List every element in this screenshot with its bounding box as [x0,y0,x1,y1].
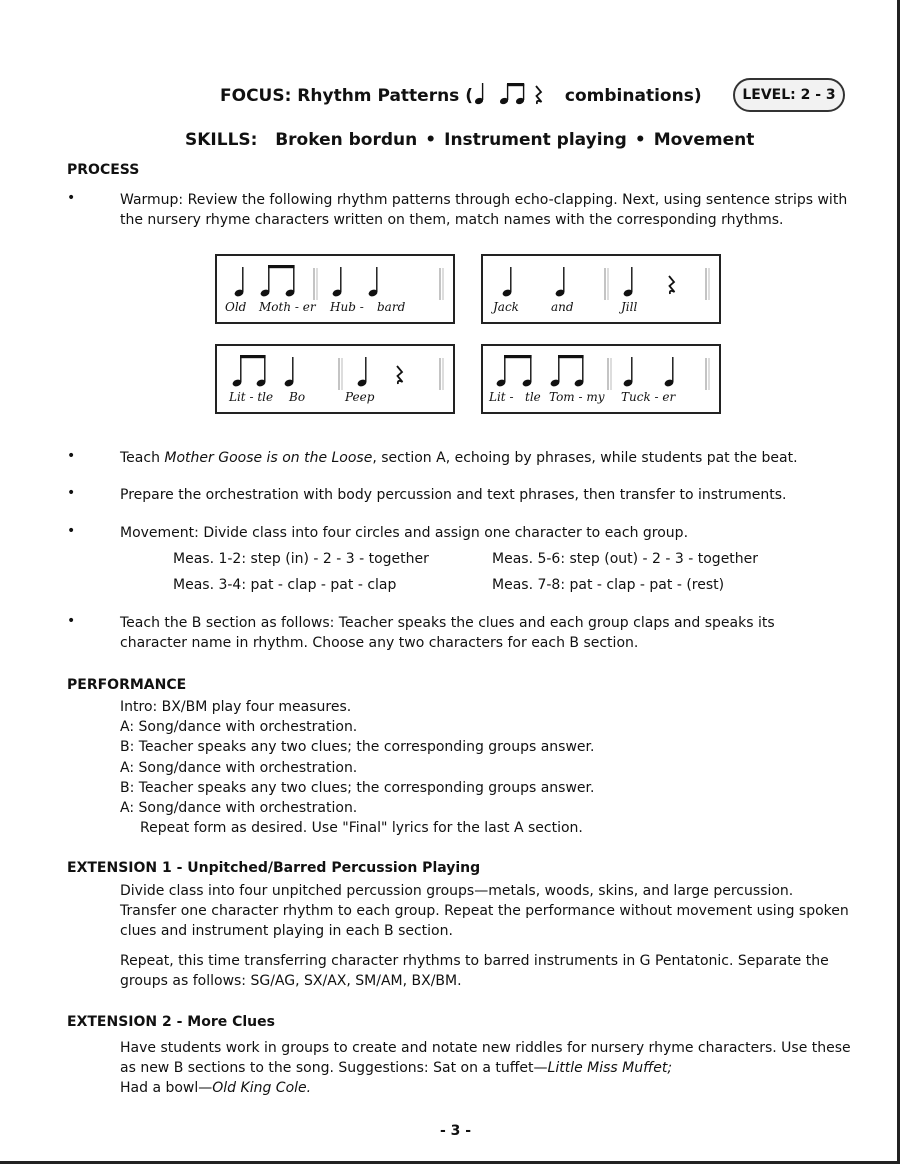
skills-label: SKILLS: [185,130,258,150]
performance-line: A: Song/dance with orchestration. [120,760,358,776]
performance-line: Repeat form as desired. Use "Final" lyrics for the last A section. [140,820,583,836]
rhythm-words [217,300,453,316]
rhythm-words [483,390,719,406]
rhythm-word: Moth - er [259,300,316,314]
teach-section-b: Teach the B section as follows: Teacher speaks the clues and each group claps and speaks its character name in rhythm. Choose any two characters for each B section. [120,615,775,651]
meas-1-2: Meas. 1-2: step (in) - 2 - 3 - together [173,551,429,567]
extension-2-paragraph [120,1038,855,1098]
focus-prefix: FOCUS: Rhythm Patterns ( [220,86,473,106]
skill-separator: • [425,130,437,150]
bullet: • [67,448,76,464]
orchestration-text: Prepare the orchestration with body percussion and text phrases, then transfer to instruments. [120,487,787,503]
extension-1-paragraph: Divide class into four unpitched percussion groups—metals, woods, skins, and large percussion. Transfer one character rhythm to each group. Repeat the performance without movement using spoken clues and instrument playing in each B section. [120,883,849,939]
text-run: Teach [120,450,165,466]
rhythm-word: tle [525,390,541,404]
skill-item: Movement [653,130,755,150]
performance-line: B: Teacher speaks any two clues; the corresponding groups answer. [120,780,595,796]
rhythm-word: Bo [289,390,306,404]
rhythm-word: Jack [493,300,519,314]
rhythm-word: bard [377,300,406,314]
level-badge: LEVEL: 2 - 3 [733,78,845,112]
rhythm-word: Lit - tle [229,390,274,404]
text-run: , section A, echoing by phrases, while students pat the beat. [372,450,798,466]
focus-heading [220,86,702,106]
bullet: • [67,485,76,501]
performance-line: A: Song/dance with orchestration. [120,719,358,735]
bullet: • [67,523,76,539]
meas-5-6: Meas. 5-6: step (out) - 2 - 3 - together [492,551,759,567]
rhythm-words [217,390,453,406]
focus-suffix: combinations) [559,86,702,106]
rhythm-word: Lit - [489,390,514,404]
teach-section-a [120,448,880,468]
warmup-text: Warmup: Review the following rhythm patterns through echo-clapping. Next, using sentence strips with the nursery rhyme characters written on them, match names with the corresponding rhythms. [120,192,848,228]
bullet: • [67,613,76,629]
skill-item: Broken bordun [275,130,418,150]
extension-1-paragraph: Repeat, this time transferring character rhythms to barred instruments in G Pentatonic. Separate the groups as follows: SG/AG, SX/AX, SM/AM, BX/BM. [120,953,829,989]
process-heading: PROCESS [67,162,140,178]
rhythm-box-jack-and-jill [481,254,721,324]
bullet: • [67,190,76,206]
skill-separator: • [634,130,646,150]
page-number: - 3 - [440,1123,472,1139]
character-name: Little Miss Muffet; [547,1060,673,1076]
text-run: Had a bowl— [120,1080,213,1096]
extension-2-heading: EXTENSION 2 - More Clues [67,1014,275,1030]
rhythm-word: Peep [345,390,375,404]
focus-rhythm-notation [473,86,559,106]
meas-7-8: Meas. 7-8: pat - clap - pat - (rest) [492,577,725,593]
rhythm-word: Tom - my [549,390,605,404]
performance-heading: PERFORMANCE [67,677,187,693]
skills-heading [185,130,754,150]
rhythm-box-little-tommy-tucker [481,344,721,414]
performance-line: B: Teacher speaks any two clues; the corresponding groups answer. [120,739,595,755]
rhythm-word: Old [225,300,247,314]
rhythm-box-old-mother-hubbard [215,254,455,324]
performance-line: Intro: BX/BM play four measures. [120,699,352,715]
performance-line: A: Song/dance with orchestration. [120,800,358,816]
rhythm-words [483,300,719,316]
skill-item: Instrument playing [444,130,627,150]
rhythm-word: Jill [621,300,638,314]
text-run: Have students work in groups to create and notate new riddles for nursery rhyme characters. Use these as new B sections to the song. Suggestions: Sat on a tuffet— [120,1040,851,1076]
rhythm-word: and [551,300,574,314]
song-title: Mother Goose is on the Loose [164,450,373,466]
character-name: Old King Cole. [212,1080,312,1096]
extension-1-heading: EXTENSION 1 - Unpitched/Barred Percussion Playing [67,860,481,876]
meas-3-4: Meas. 3-4: pat - clap - pat - clap [173,577,397,593]
rhythm-word: Hub - [330,300,364,314]
rhythm-box-little-bo-peep [215,344,455,414]
rhythm-word: Tuck - er [621,390,676,404]
movement-text: Movement: Divide class into four circles and assign one character to each group. [120,525,689,541]
